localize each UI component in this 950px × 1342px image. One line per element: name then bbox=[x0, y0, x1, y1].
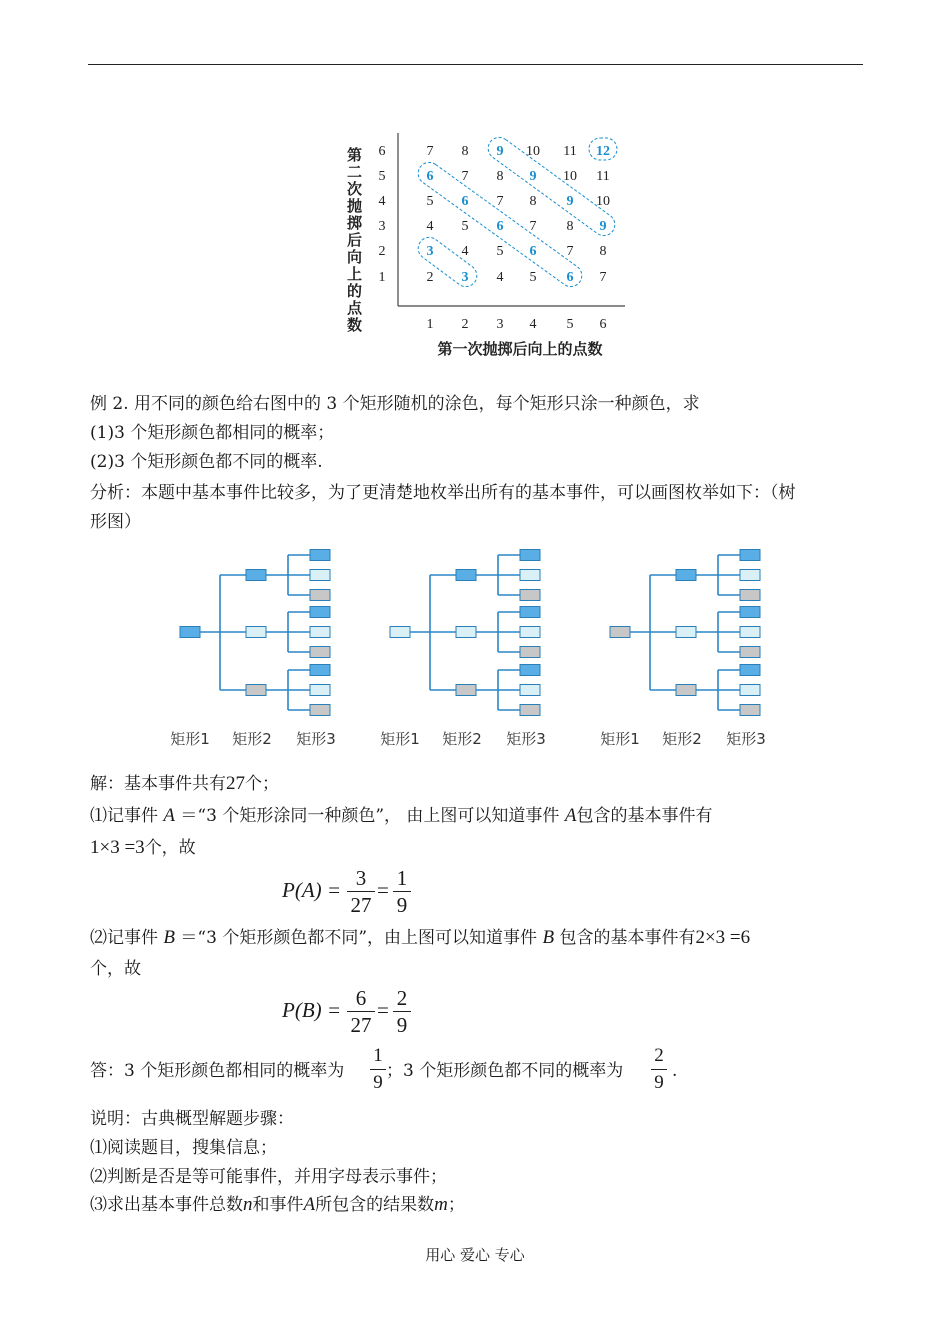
tree-level-label: 矩形1 bbox=[170, 730, 210, 748]
step-1: ⑴阅读题目，搜集信息； bbox=[90, 1138, 277, 1158]
grid-cell: 8 bbox=[599, 244, 607, 259]
y-tick-label: 5 bbox=[378, 169, 386, 184]
var-m: m bbox=[434, 1194, 448, 1215]
var-n: n bbox=[243, 1194, 253, 1215]
y-tick-label: 3 bbox=[378, 219, 386, 234]
x-tick-label: 5 bbox=[566, 317, 574, 332]
rectangle-3-node bbox=[310, 685, 330, 696]
tree-level-label: 矩形2 bbox=[662, 730, 702, 748]
rectangle-3-node bbox=[520, 570, 540, 581]
header-rule bbox=[88, 64, 863, 65]
pa-lhs: P(A) = bbox=[282, 878, 342, 902]
rectangle-2-node bbox=[246, 685, 266, 696]
tree-level-label: 矩形2 bbox=[442, 730, 482, 748]
grid-cell: 7 bbox=[461, 169, 469, 184]
analysis-line-2: 形图） bbox=[90, 512, 141, 532]
grid-cell: 10 bbox=[563, 169, 577, 184]
grid-cell: 4 bbox=[461, 244, 469, 259]
rectangle-3-node bbox=[740, 550, 760, 561]
page-footer: 用心 爱心 专心 bbox=[425, 1246, 525, 1264]
tree-level-label: 矩形3 bbox=[506, 730, 546, 748]
highlighted-cell: 6 bbox=[529, 244, 537, 259]
rectangle-2-node bbox=[676, 570, 696, 581]
grid-cell: 8 bbox=[566, 219, 574, 234]
grid-cell: 5 bbox=[461, 219, 469, 234]
highlighted-cell: 3 bbox=[426, 244, 434, 259]
grid-cell: 11 bbox=[563, 144, 577, 159]
highlighted-cell: 12 bbox=[596, 144, 610, 159]
grid-cell: 7 bbox=[566, 244, 574, 259]
event-b: B bbox=[163, 927, 176, 948]
rectangle-3-node bbox=[740, 590, 760, 601]
highlighted-cell: 9 bbox=[566, 194, 574, 209]
tree-level-label: 矩形3 bbox=[296, 730, 336, 748]
rectangle-3-node bbox=[520, 607, 540, 618]
grid-cell: 8 bbox=[461, 144, 469, 159]
pa-equals: = bbox=[377, 878, 389, 902]
pb-lhs: P(B) = bbox=[282, 998, 342, 1022]
y-tick-label: 6 bbox=[378, 144, 386, 159]
event-a-ref: A bbox=[564, 805, 577, 826]
rectangle-3-node bbox=[520, 627, 540, 638]
answer-fraction-2: 2 9 bbox=[651, 1044, 667, 1095]
analysis-line-1: 分析：本题中基本事件比较多，为了更清楚地枚举出所有的基本事件，可以画图枚举如下：（树 bbox=[90, 483, 796, 503]
rectangle-2-node bbox=[246, 627, 266, 638]
rectangle-3-node bbox=[520, 590, 540, 601]
rectangle-1-node bbox=[610, 627, 630, 638]
answer-part-a: 答：3 个矩形颜色都相同的概率为 bbox=[90, 1061, 345, 1081]
solution-part-2: ⑵记事件 B ＝“3 个矩形颜色都不同”，由上图可以知道事件 B 包含的基本事件有2×3 =6 bbox=[90, 927, 751, 948]
solution-part-1: ⑴记事件 A ＝“3 个矩形涂同一种颜色”， 由上图可以知道事件 A包含的基本事件有 bbox=[90, 805, 713, 826]
x-tick-label: 1 bbox=[426, 317, 434, 332]
grid-cell: 8 bbox=[496, 169, 504, 184]
highlighted-cell: 9 bbox=[529, 169, 537, 184]
rectangle-2-node bbox=[246, 570, 266, 581]
grid-cell: 4 bbox=[426, 219, 434, 234]
grid-cell: 2 bbox=[426, 270, 434, 285]
grid-cell: 5 bbox=[529, 270, 537, 285]
notes-title: 说明：古典概型解题步骤： bbox=[90, 1109, 294, 1129]
rectangle-3-node bbox=[740, 685, 760, 696]
rectangle-3-node bbox=[740, 607, 760, 618]
y-axis-label: 第二次抛掷后向上的点数 bbox=[345, 147, 363, 334]
solution-intro: 解：基本事件共有27个； bbox=[90, 773, 279, 794]
grid-cell: 7 bbox=[529, 219, 537, 234]
dice-sum-grid bbox=[330, 125, 640, 365]
tree-level-label: 矩形1 bbox=[380, 730, 420, 748]
step-2: ⑵判断是否是等可能事件，并用字母表示事件； bbox=[90, 1167, 447, 1187]
solution-part-1-count: 1×3 =3个，故 bbox=[90, 837, 196, 858]
rectangle-3-node bbox=[520, 705, 540, 716]
rectangle-3-node bbox=[310, 627, 330, 638]
tree-level-label: 矩形3 bbox=[726, 730, 766, 748]
tree-diagrams bbox=[150, 540, 800, 760]
x-axis-label: 第一次抛掷后向上的点数 bbox=[437, 340, 603, 358]
pa-fraction-1: 3 27 bbox=[347, 866, 375, 917]
rectangle-2-node bbox=[456, 627, 476, 638]
step-3: ⑶求出基本事件总数n和事件A所包含的结果数m； bbox=[90, 1194, 465, 1215]
rectangle-3-node bbox=[310, 550, 330, 561]
pb-fraction-2: 2 9 bbox=[393, 986, 411, 1037]
y-tick-label: 1 bbox=[378, 270, 386, 285]
x-tick-label: 4 bbox=[529, 317, 537, 332]
count-expr-2: 2×3 =6 bbox=[695, 927, 751, 948]
rectangle-1-node bbox=[390, 627, 410, 638]
highlighted-cell: 9 bbox=[599, 219, 607, 234]
highlighted-cell: 3 bbox=[461, 270, 469, 285]
grid-cell: 8 bbox=[529, 194, 537, 209]
rectangle-3-node bbox=[740, 570, 760, 581]
tree-level-label: 矩形1 bbox=[600, 730, 640, 748]
x-tick-label: 2 bbox=[461, 317, 469, 332]
solution-part-2-tail: 个，故 bbox=[90, 959, 141, 979]
rectangle-2-node bbox=[456, 570, 476, 581]
grid-cell: 5 bbox=[426, 194, 434, 209]
rectangle-2-node bbox=[456, 685, 476, 696]
highlighted-cell: 6 bbox=[496, 219, 504, 234]
var-a: A bbox=[303, 1194, 316, 1215]
rectangle-3-node bbox=[740, 665, 760, 676]
pb-equals: = bbox=[377, 998, 389, 1022]
event-a: A bbox=[163, 805, 176, 826]
rectangle-3-node bbox=[740, 627, 760, 638]
rectangle-3-node bbox=[310, 570, 330, 581]
rectangle-3-node bbox=[310, 590, 330, 601]
rectangle-3-node bbox=[310, 705, 330, 716]
grid-cell: 4 bbox=[496, 270, 504, 285]
rectangle-1-node bbox=[180, 627, 200, 638]
rectangle-3-node bbox=[520, 647, 540, 658]
rectangle-2-node bbox=[676, 685, 696, 696]
grid-cell: 10 bbox=[526, 144, 540, 159]
highlighted-cell: 6 bbox=[461, 194, 469, 209]
y-tick-label: 2 bbox=[378, 244, 386, 259]
answer-fraction-1: 1 9 bbox=[370, 1044, 386, 1095]
tree-level-label: 矩形2 bbox=[232, 730, 272, 748]
example-title: 例 2. 用不同的颜色给右图中的 3 个矩形随机的涂色，每个矩形只涂一种颜色，求 bbox=[90, 394, 700, 414]
pa-fraction-2: 1 9 bbox=[393, 866, 411, 917]
highlighted-cell: 9 bbox=[496, 144, 504, 159]
rectangle-3-node bbox=[310, 647, 330, 658]
answer-period: . bbox=[672, 1061, 678, 1081]
rectangle-3-node bbox=[740, 647, 760, 658]
question-1: (1)3 个矩形颜色都相同的概率； bbox=[90, 423, 335, 443]
rectangle-2-node bbox=[676, 627, 696, 638]
grid-cell: 7 bbox=[426, 144, 434, 159]
rectangle-3-node bbox=[520, 550, 540, 561]
grid-cell: 7 bbox=[496, 194, 504, 209]
question-2: (2)3 个矩形颜色都不同的概率. bbox=[90, 452, 323, 472]
highlighted-cell: 6 bbox=[566, 270, 574, 285]
rectangle-3-node bbox=[310, 607, 330, 618]
answer-part-b: ；3 个矩形颜色都不同的概率为 bbox=[386, 1061, 624, 1081]
event-b-ref: B bbox=[542, 927, 555, 948]
grid-cell: 5 bbox=[496, 244, 504, 259]
x-tick-label: 3 bbox=[496, 317, 504, 332]
highlighted-cell: 6 bbox=[426, 169, 434, 184]
rectangle-3-node bbox=[520, 685, 540, 696]
pb-fraction-1: 6 27 bbox=[347, 986, 375, 1037]
grid-cell: 10 bbox=[596, 194, 610, 209]
total-count: 27 bbox=[226, 773, 245, 794]
rectangle-3-node bbox=[520, 665, 540, 676]
rectangle-3-node bbox=[310, 665, 330, 676]
grid-cell: 11 bbox=[596, 169, 610, 184]
count-expr-1: 1×3 =3 bbox=[90, 837, 145, 858]
sum-3-group bbox=[414, 233, 481, 291]
y-tick-label: 4 bbox=[378, 194, 386, 209]
x-tick-label: 6 bbox=[599, 317, 607, 332]
grid-cell: 7 bbox=[599, 270, 607, 285]
rectangle-3-node bbox=[740, 705, 760, 716]
